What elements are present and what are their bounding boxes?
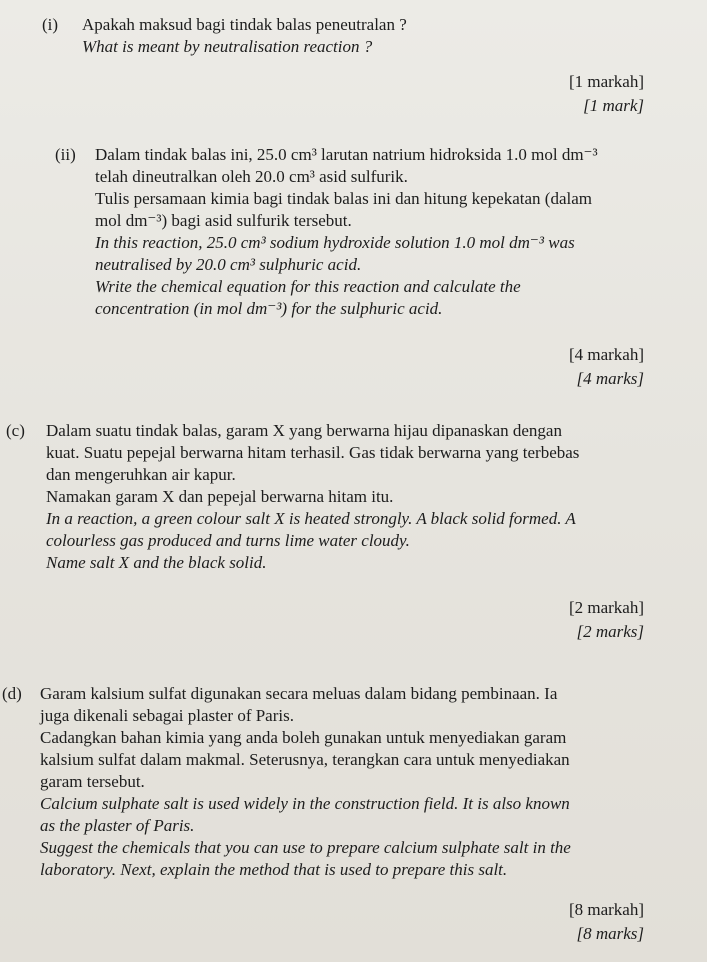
question-text-en: Name salt X and the black solid. bbox=[46, 553, 267, 572]
question-text-ms: mol dm⁻³) bagi asid sulfurik tersebut. bbox=[95, 211, 352, 230]
question-text-en: neutralised by 20.0 cm³ sulphuric acid. bbox=[95, 255, 362, 274]
question-text-en: What is meant by neutralisation reaction ? bbox=[82, 37, 373, 56]
question-text-en: as the plaster of Paris. bbox=[40, 816, 195, 835]
marks-label-en: [2 marks] bbox=[576, 622, 644, 641]
marks-label-ms: [4 markah] bbox=[568, 345, 644, 364]
question-text-en: laboratory. Next, explain the method that is used to prepare this salt. bbox=[40, 860, 508, 879]
question-text-ms: kalsium sulfat dalam makmal. Seterusnya, terangkan cara untuk menyediakan bbox=[40, 750, 570, 769]
question-text-en: Calcium sulphate salt is used widely in the construction field. It is also known bbox=[40, 794, 570, 813]
marks-label-en: [1 mark] bbox=[583, 96, 644, 115]
question-text-ms: Dalam tindak balas ini, 25.0 cm³ larutan natrium hidroksida 1.0 mol dm⁻³ bbox=[95, 145, 598, 164]
marks-label-ms: [1 markah] bbox=[568, 72, 644, 91]
marks-i bbox=[569, 70, 644, 118]
question-c bbox=[6, 420, 666, 574]
question-text-ms: dan mengeruhkan air kapur. bbox=[46, 465, 236, 484]
question-label: (i) bbox=[42, 15, 59, 34]
question-label: (d) bbox=[2, 684, 22, 703]
question-text-ms: Dalam suatu tindak balas, garam X yang berwarna hijau dipanaskan dengan bbox=[46, 421, 562, 440]
question-text-en: In this reaction, 25.0 cm³ sodium hydroxide solution 1.0 mol dm⁻³ was bbox=[95, 233, 575, 252]
question-text-en: Suggest the chemicals that you can use to prepare calcium sulphate salt in the bbox=[40, 838, 571, 857]
question-text-ms: telah dineutralkan oleh 20.0 cm³ asid sulfurik. bbox=[95, 167, 408, 186]
question-text-ms: Apakah maksud bagi tindak balas peneutralan ? bbox=[82, 15, 407, 34]
question-label: (c) bbox=[6, 421, 25, 440]
marks-c bbox=[569, 596, 644, 644]
question-label: (ii) bbox=[55, 145, 76, 164]
question-text-ms: kuat. Suatu pepejal berwarna hitam terhasil. Gas tidak berwarna yang terbebas bbox=[46, 443, 580, 462]
marks-label-ms: [2 markah] bbox=[568, 598, 644, 617]
question-text-ms: Namakan garam X dan pepejal berwarna hitam itu. bbox=[46, 487, 394, 506]
question-i bbox=[42, 14, 672, 58]
question-text-ms: garam tersebut. bbox=[40, 772, 145, 791]
marks-label-ms: [8 markah] bbox=[568, 900, 644, 919]
question-d bbox=[2, 683, 667, 881]
question-ii bbox=[55, 144, 685, 320]
question-text-ms: Cadangkan bahan kimia yang anda boleh gunakan untuk menyediakan garam bbox=[40, 728, 567, 747]
marks-d bbox=[569, 898, 644, 946]
question-text-en: concentration (in mol dm⁻³) for the sulphuric acid. bbox=[95, 299, 443, 318]
question-text-en: Write the chemical equation for this reaction and calculate the bbox=[95, 277, 521, 296]
marks-label-en: [8 marks] bbox=[576, 924, 644, 943]
marks-label-en: [4 marks] bbox=[576, 369, 644, 388]
question-text-en: In a reaction, a green colour salt X is heated strongly. A black solid formed. A bbox=[46, 509, 576, 528]
question-text-ms: Tulis persamaan kimia bagi tindak balas ini dan hitung kepekatan (dalam bbox=[95, 189, 592, 208]
marks-ii bbox=[569, 343, 644, 391]
question-text-en: colourless gas produced and turns lime water cloudy. bbox=[46, 531, 410, 550]
question-text-ms: Garam kalsium sulfat digunakan secara meluas dalam bidang pembinaan. Ia bbox=[40, 684, 558, 703]
question-text-ms: juga dikenali sebagai plaster of Paris. bbox=[40, 706, 294, 725]
